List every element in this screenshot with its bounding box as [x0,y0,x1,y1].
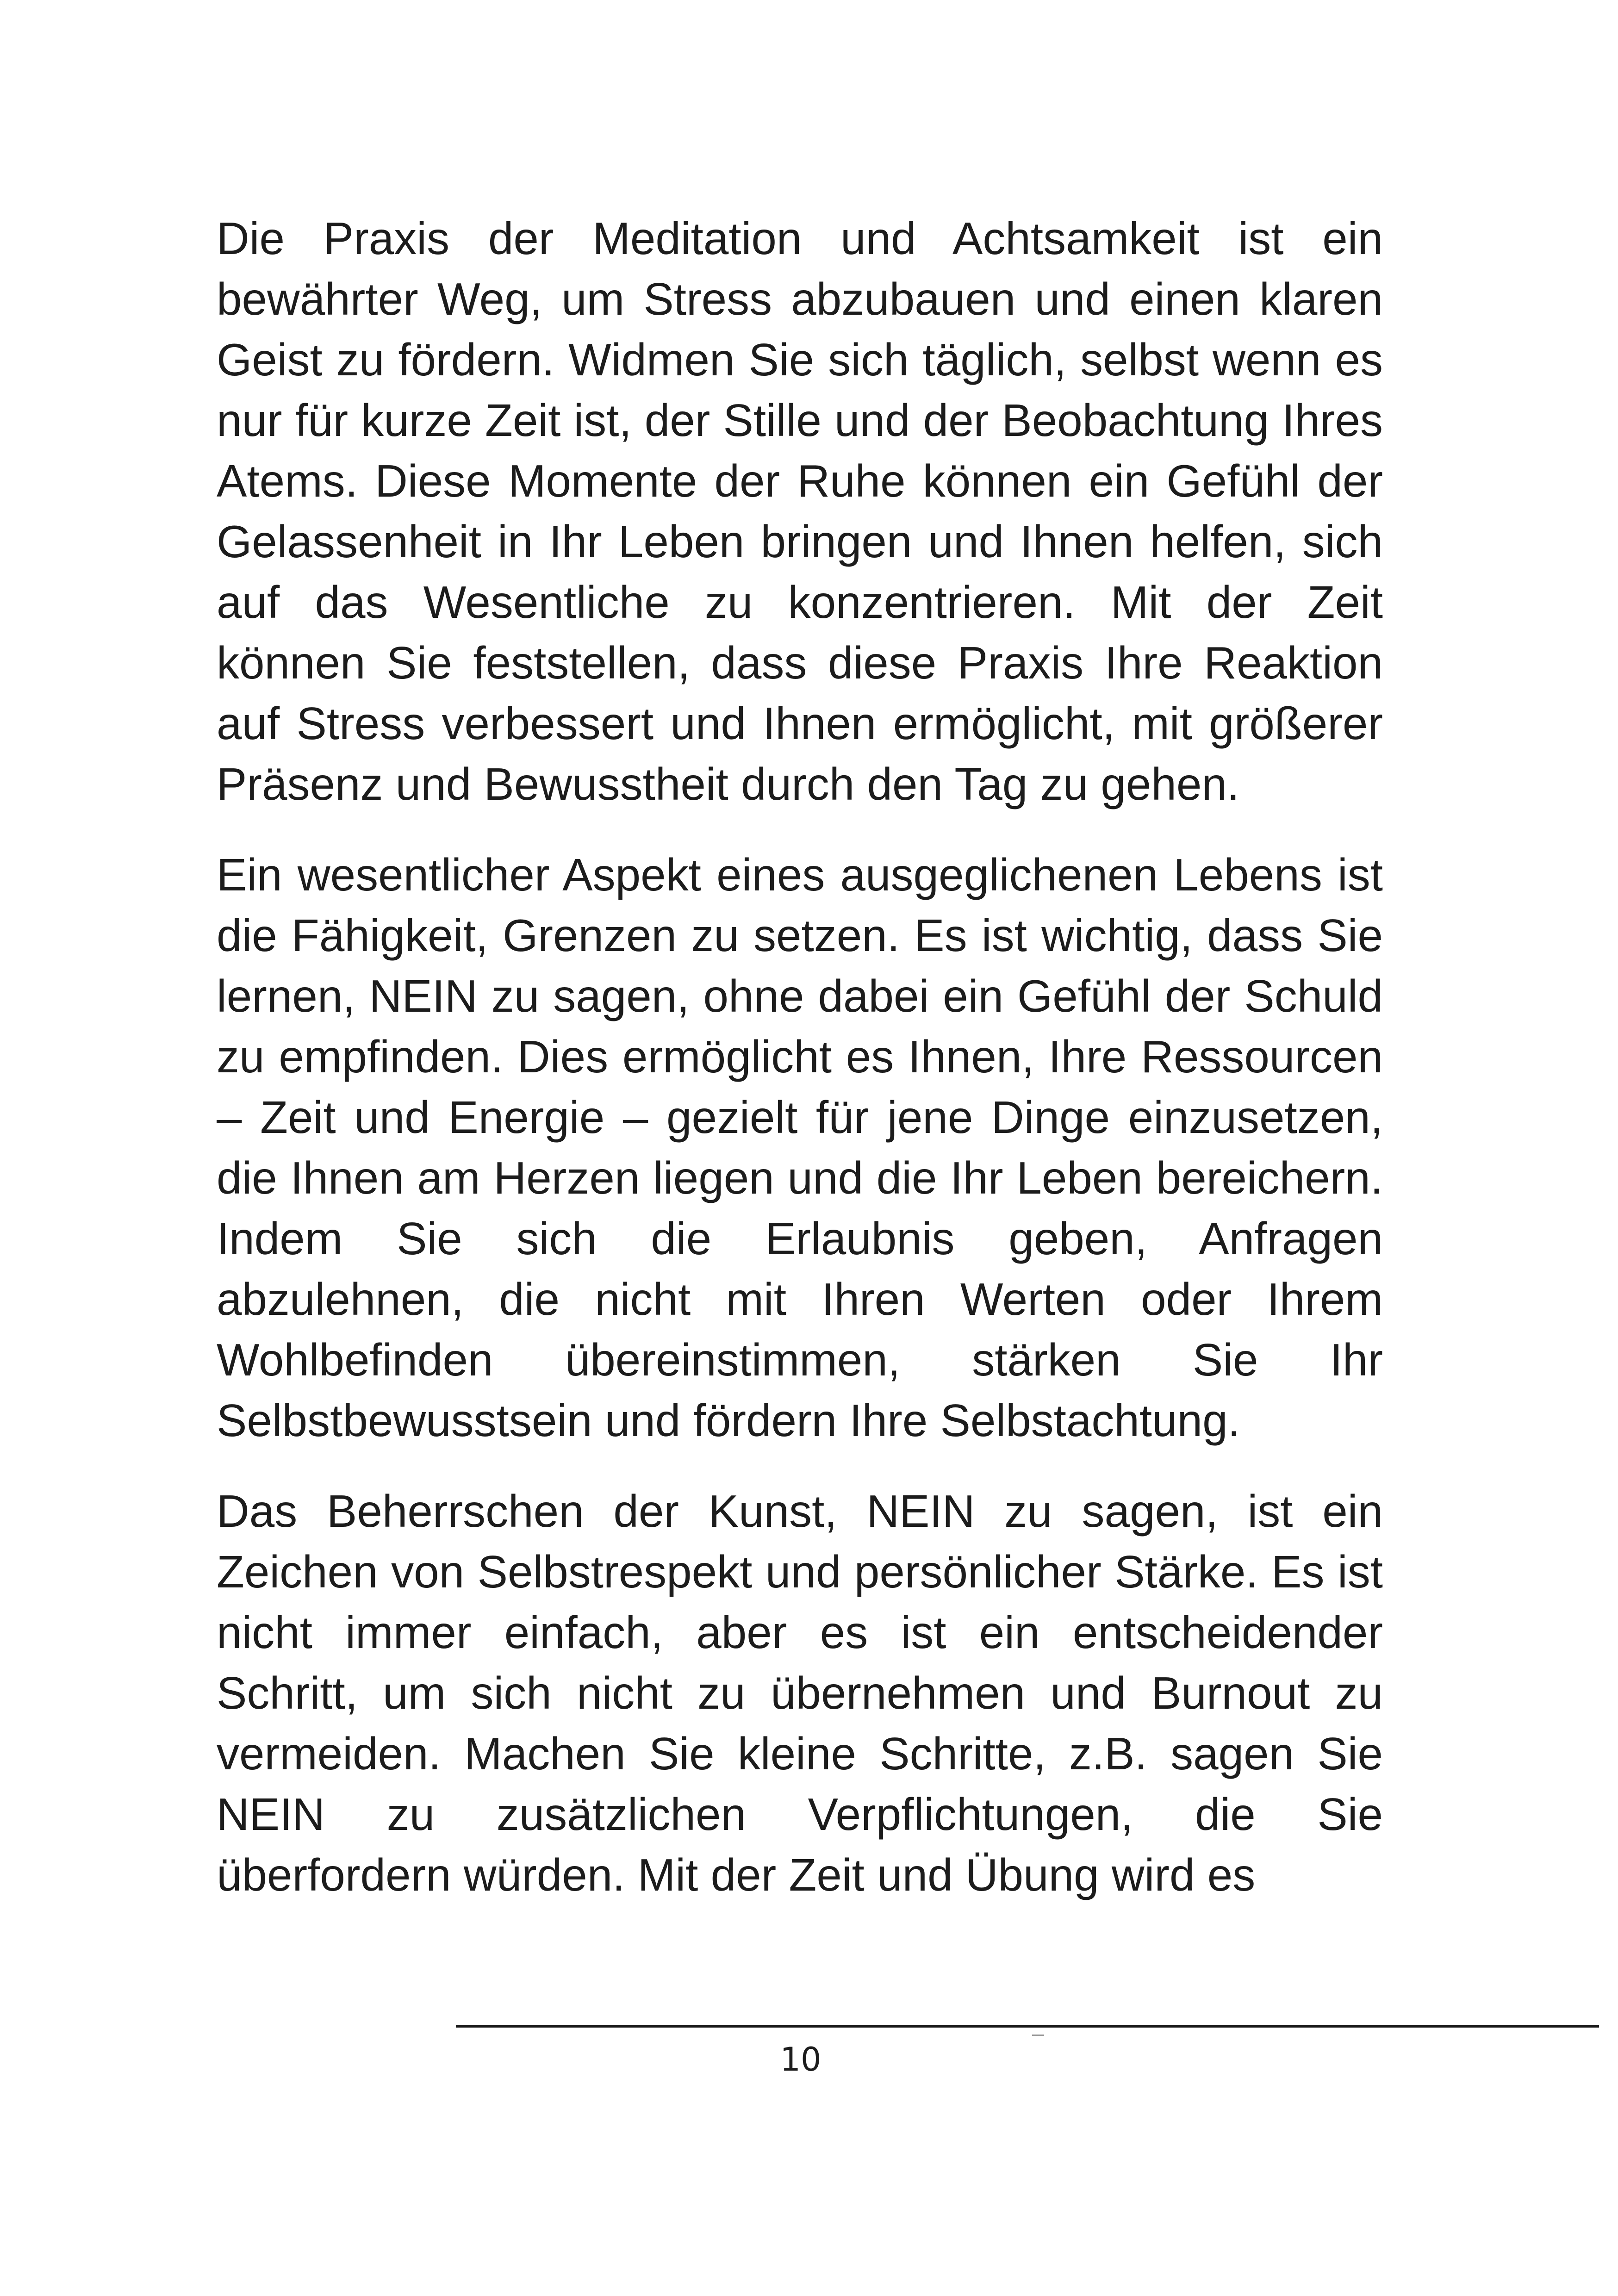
paragraph-meditation: Die Praxis der Meditation und Achtsamkeit ist ein bewährter Weg, um Stress abzubauen und einen klaren Geist zu fördern. Widmen Sie sich täglich, selbst wenn es nur für kurze Zeit ist, der Stille und der Beobachtung Ihres Atems. Diese Momente der Ruhe können ein Gefühl der Gelassenheit in Ihr Leben bringen und Ihnen helfen, sich auf das Wesentliche zu konzentrieren. Mit der Zeit können Sie feststellen, dass diese Praxis Ihre Reaktion auf Stress verbessert und Ihnen ermöglicht, mit größerer Präsenz und Bewusstheit durch den Tag zu gehen. [217,213,1383,809]
footer-divider [456,2025,1599,2028]
paragraph-saying-no: Das Beherrschen der Kunst, NEIN zu sagen, ist ein Zeichen von Selbstrespekt und persönlicher Stärke. Es ist nicht immer einfach, aber es ist ein entscheidender Schritt, um sich nicht zu übernehmen und Burnout zu vermeiden. Machen Sie kleine Schritte, z.B. sagen Sie NEIN zu zusätzlichen Verpflichtungen, die Sie überfordern würden. Mit der Zeit und Übung wird es [217,1486,1383,1900]
footer-divider-mark [1032,2035,1044,2036]
body-text [217,208,1383,1905]
page-number: 10 [780,2041,821,2078]
paragraph-boundaries: Ein wesentlicher Aspekt eines ausgeglichenen Lebens ist die Fähigkeit, Grenzen zu setzen. Es ist wichtig, dass Sie lernen, NEIN zu sagen, ohne dabei ein Gefühl der Schuld zu empfinden. Dies ermöglicht es Ihnen, Ihre Ressourcen – Zeit und Energie – gezielt für jene Dinge einzusetzen, die Ihnen am Herzen liegen und die Ihr Leben bereichern. Indem Sie sich die Erlaubnis geben, Anfragen abzulehnen, die nicht mit Ihren Werten oder Ihrem Wohlbefinden übereinstimmen, stärken Sie Ihr Selbstbewusstsein und fördern Ihre Selbstachtung. [217,849,1383,1446]
